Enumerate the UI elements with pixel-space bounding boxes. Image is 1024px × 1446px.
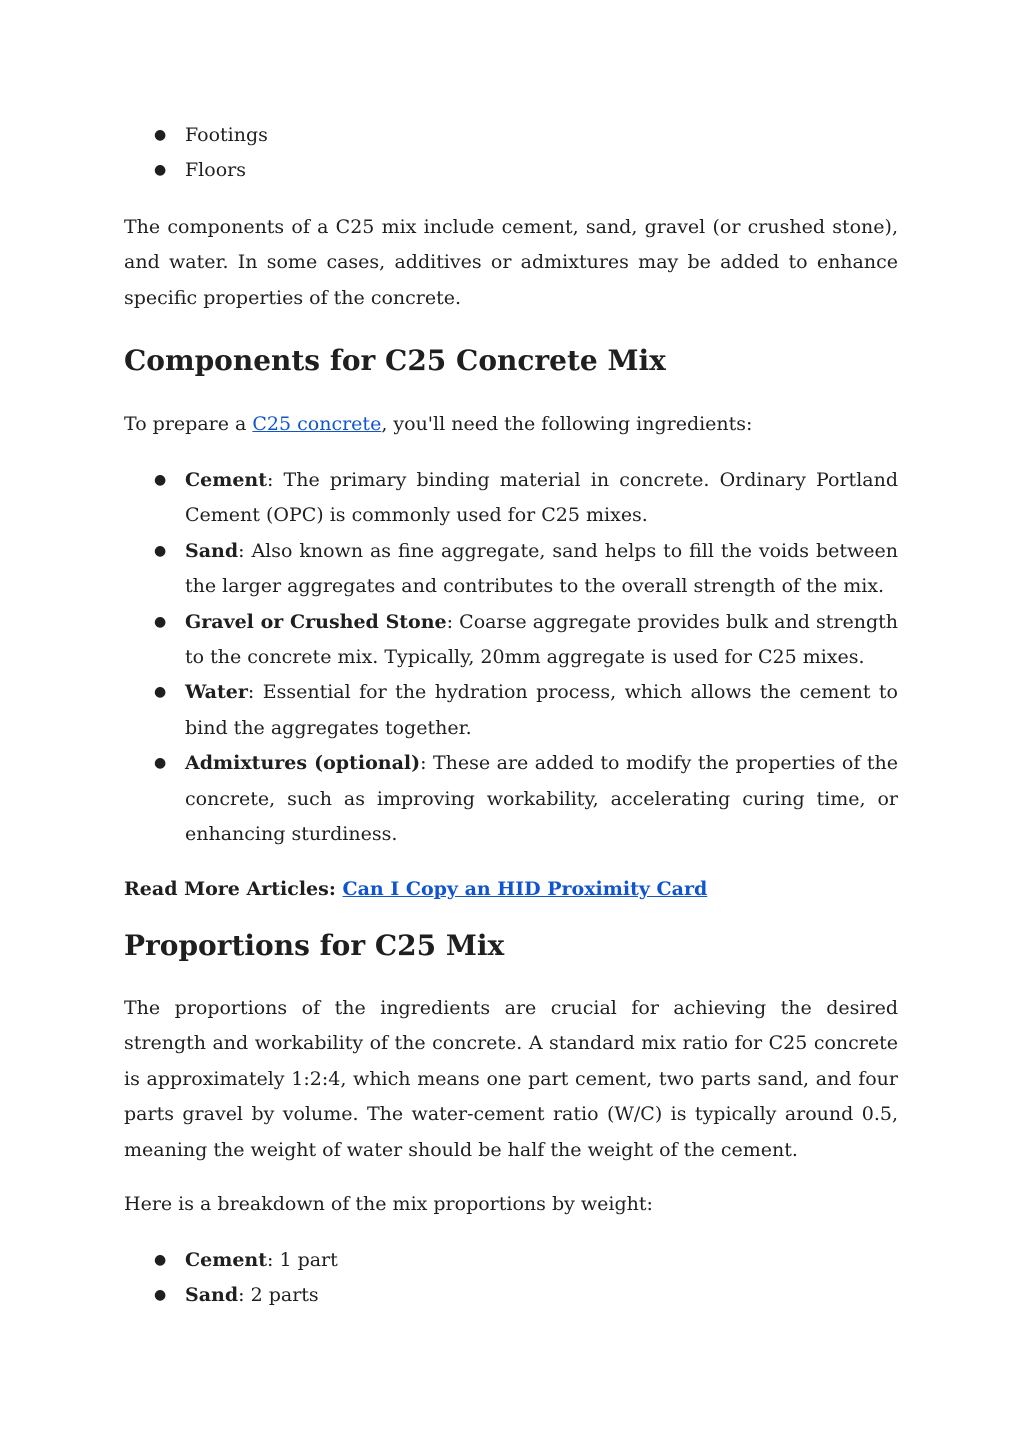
ingredient-desc: : Essential for the hydration process, which allows the cement to bind the aggregates together.: [185, 681, 898, 739]
read-more-link[interactable]: [342, 878, 707, 900]
breakdown-desc: : 1 part: [267, 1249, 338, 1271]
list-item: [124, 153, 898, 188]
breakdown-list: [124, 1243, 898, 1314]
intro-paragraph: The components of a C25 mix include cement, sand, gravel (or crushed stone), and water. In some cases, additives or admixtures may be added to enhance specific properties of the concrete.: [124, 216, 898, 309]
proportions-heading: Proportions for C25 Mix: [124, 929, 505, 962]
components-heading: Components for C25 Concrete Mix: [124, 344, 666, 377]
bullet-icon: ●: [154, 613, 167, 630]
ingredient-item-cement: [124, 463, 898, 534]
read-more-label: Read More Articles:: [124, 878, 343, 900]
list-item-text: Footings: [185, 124, 268, 146]
ingredient-item-water: [124, 675, 898, 746]
bullet-icon: ●: [154, 472, 167, 488]
ingredients-list: [124, 463, 898, 852]
bullet-icon: ●: [154, 1287, 167, 1304]
read-more-link-text: Can I Copy an HID Proximity Card: [342, 878, 708, 900]
ingredient-term: Gravel or Crushed Stone: [185, 610, 447, 633]
bullet-icon: ●: [154, 1252, 167, 1268]
ingredient-desc: : Coarse aggregate provides bulk and strength to the concrete mix. Typically, 20mm aggregate is used for C25 mixes.: [185, 610, 898, 669]
bullet-icon: ●: [154, 127, 167, 143]
breakdown-intro: Here is a breakdown of the mix proportions by weight:: [124, 1193, 653, 1215]
bullet-icon: ●: [154, 162, 167, 179]
bullet-icon: ●: [154, 684, 167, 701]
ingredient-item-sand: [124, 534, 898, 605]
proportions-paragraph: The proportions of the ingredients are crucial for achieving the desired strength and workability of the concrete. A standard mix ratio for C25 concrete is approximately 1:2:4, which means one part cement, two parts sand, and four parts gravel by volume. The water-cement ratio (W/C) is typically around 0.5, meaning the weight of water should be half the weight of the cement.: [124, 997, 898, 1161]
ingredient-term: Water: [185, 681, 248, 704]
bullet-icon: ●: [154, 542, 167, 559]
prepare-paragraph: [124, 407, 898, 442]
ingredient-term: Sand: [185, 539, 239, 562]
breakdown-term: Sand: [185, 1284, 239, 1307]
ingredient-desc: : The primary binding material in concrete. Ordinary Portland Cement (OPC) is commonly used for C25 mixes.: [185, 469, 898, 527]
ingredient-desc: : Also known as fine aggregate, sand helps to fill the voids between the larger aggregates and contributes to the overall strength of the mix.: [185, 539, 898, 598]
ingredient-term: Admixtures (optional): [185, 752, 421, 775]
use-list: [124, 118, 898, 189]
c25-concrete-link[interactable]: C25 concrete: [252, 413, 382, 435]
prepare-text-before: To prepare a: [124, 413, 253, 435]
list-item: [124, 118, 898, 153]
ingredient-item-admixtures: [124, 746, 898, 852]
ingredient-term: Cement: [185, 469, 267, 491]
ingredient-desc: : These are added to modify the properties of the concrete, such as improving workability, accelerating curing time, or enhancing sturdiness.: [185, 752, 898, 846]
breakdown-desc: : 2 parts: [238, 1284, 319, 1307]
list-item-text: Floors: [185, 159, 246, 182]
breakdown-term: Cement: [185, 1249, 267, 1271]
prepare-text-after: , you'll need the following ingredients:: [381, 413, 753, 435]
breakdown-item-sand: [124, 1278, 898, 1313]
read-more-line: [124, 872, 898, 907]
ingredient-item-gravel: [124, 605, 898, 676]
breakdown-item-cement: [124, 1243, 898, 1278]
bullet-icon: ●: [154, 755, 167, 772]
